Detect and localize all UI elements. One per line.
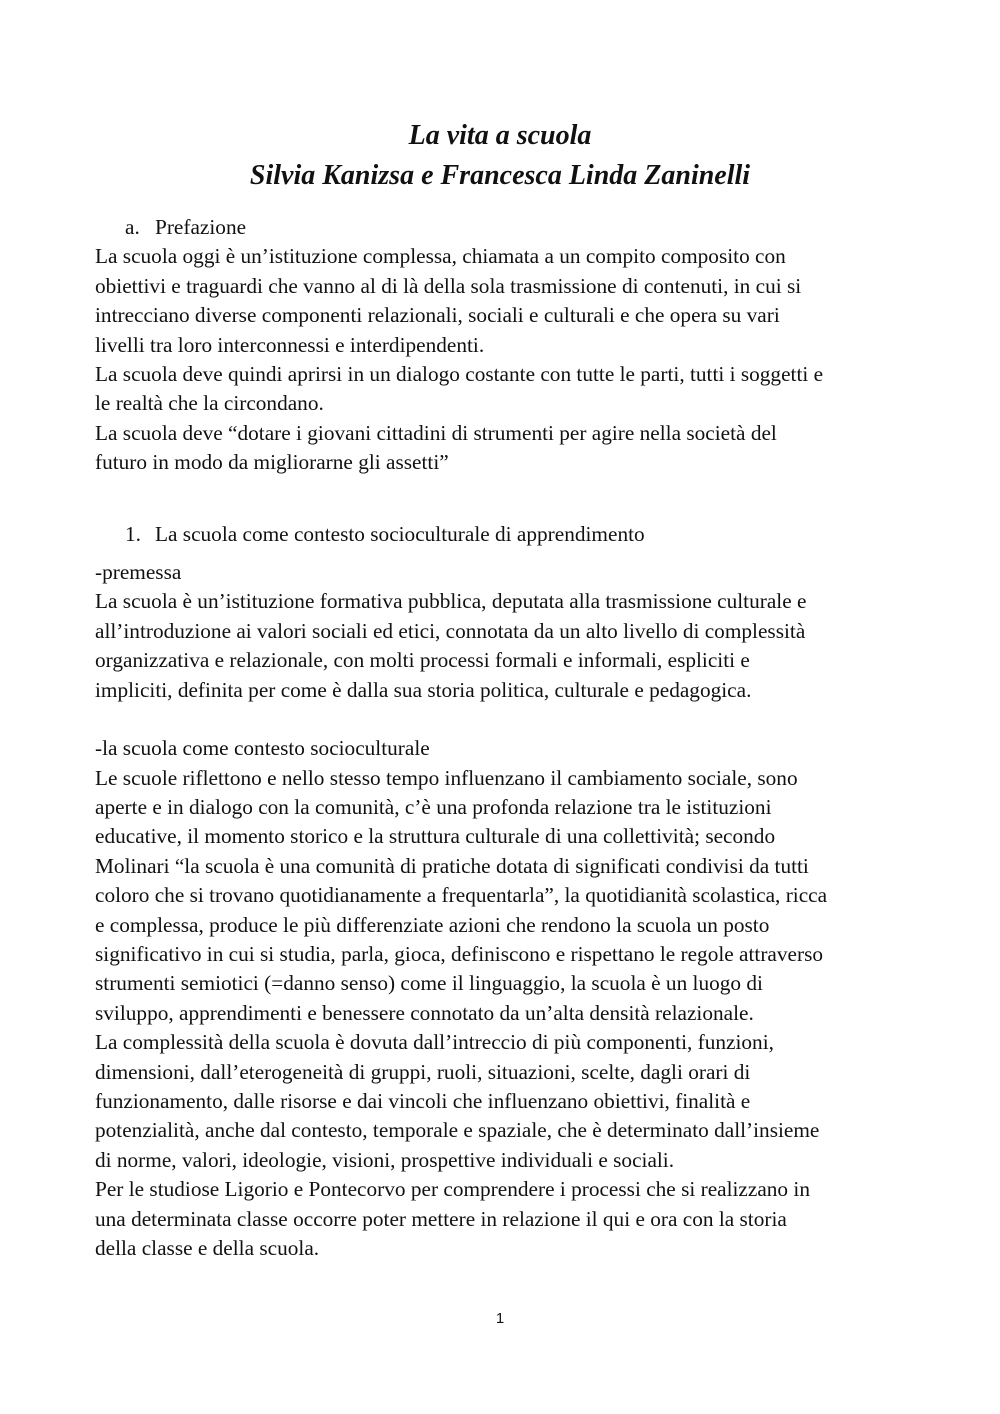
text-line: sviluppo, apprendimenti e benessere connotato da un’alta densità relazionale. (95, 1000, 754, 1025)
list-marker: a. (125, 215, 140, 239)
text-line: significativo in cui si studia, parla, gioca, definiscono e rispettano le regole attraverso (95, 941, 824, 966)
text-line: La scuola oggi è un’istituzione complessa, chiamata a un compito composito con (95, 244, 786, 269)
document-authors: Silvia Kanizsa e Francesca Linda Zaninelli (249, 160, 751, 191)
premessa-paragraph (95, 587, 915, 705)
document-title: La vita a scuola (408, 120, 592, 151)
document-body (95, 213, 915, 1263)
text-line: di norme, valori, ideologie, visioni, prospettive individuali e sociali. (95, 1147, 675, 1172)
section-heading-chapter1 (125, 520, 915, 549)
text-line: La scuola deve “dotare i giovani cittadini di strumenti per agire nella società del (95, 420, 777, 445)
text-line: Le scuole riflettono e nello stesso tempo influenzano il cambiamento sociale, sono (95, 765, 798, 790)
text-line: aperte e in dialogo con la comunità, c’è una profonda relazione tra le istituzioni (95, 794, 772, 819)
text-line: La complessità della scuola è dovuta dall’intreccio di più componenti, funzioni, (95, 1030, 774, 1055)
section-heading-text: Prefazione (155, 215, 247, 239)
section-heading-text: La scuola come contesto socioculturale di apprendimento (155, 521, 645, 546)
text-line: una determinata classe occorre poter mettere in relazione il qui e ora con la storia (95, 1206, 787, 1231)
text-line: intrecciano diverse componenti relazionali, sociali e culturali e che opera su vari (95, 303, 780, 328)
text-line: dimensioni, dall’eterogeneità di gruppi, ruoli, situazioni, scelte, dagli orari di (95, 1059, 751, 1084)
text-line: e complessa, produce le più differenziate azioni che rendono la scuola un posto (95, 912, 770, 937)
text-line: Molinari “la scuola è una comunità di pratiche dotata di significati condivisi da tutti (95, 853, 809, 878)
text-line: della classe e della scuola. (95, 1236, 320, 1260)
text-line: impliciti, definita per come è dalla sua storia politica, culturale e pedagogica. (95, 677, 752, 702)
text-line: all’introduzione ai valori sociali ed etici, connotata da un alto livello di complessità (95, 618, 806, 643)
prefazione-paragraph (95, 242, 915, 477)
text-line: coloro che si trovano quotidianamente a frequentarla”, la quotidianità scolastica, ricca (95, 883, 828, 908)
text-line: potenzialità, anche dal contesto, temporale e spaziale, che è determinato dall’insieme (95, 1118, 820, 1143)
section-heading-prefazione (125, 213, 915, 242)
text-line: La scuola è un’istituzione formativa pubblica, deputata alla trasmissione culturale e (95, 589, 807, 614)
contesto-paragraph (95, 764, 915, 1264)
subsection-label-premessa: -premessa (95, 560, 182, 585)
text-line: le realtà che la circondano. (95, 391, 324, 416)
subsection-label-contesto: -la scuola come contesto socioculturale (95, 736, 430, 761)
text-line: organizzativa e relazionale, con molti processi formali e informali, espliciti e (95, 648, 750, 673)
text-line: La scuola deve quindi aprirsi in un dialogo costante con tutte le parti, tutti i soggetti e (95, 362, 824, 387)
text-line: livelli tra loro interconnessi e interdipendenti. (95, 332, 485, 357)
text-line: obiettivi e traguardi che vanno al di là della sola trasmissione di contenuti, in cui si (95, 273, 802, 298)
text-line: strumenti semiotici (=danno senso) come il linguaggio, la scuola è un luogo di (95, 971, 763, 996)
page-number: 1 (495, 1310, 505, 1327)
title-block (0, 116, 1000, 196)
text-line: Per le studiose Ligorio e Pontecorvo per comprendere i processi che si realizzano in (95, 1177, 810, 1202)
text-line: funzionamento, dalle risorse e dai vincoli che influenzano obiettivi, finalità e (95, 1088, 751, 1113)
list-marker: 1. (125, 521, 141, 546)
text-line: educative, il momento storico e la struttura culturale di una collettività; secondo (95, 824, 776, 849)
text-line: futuro in modo da migliorarne gli assetti” (95, 450, 449, 475)
